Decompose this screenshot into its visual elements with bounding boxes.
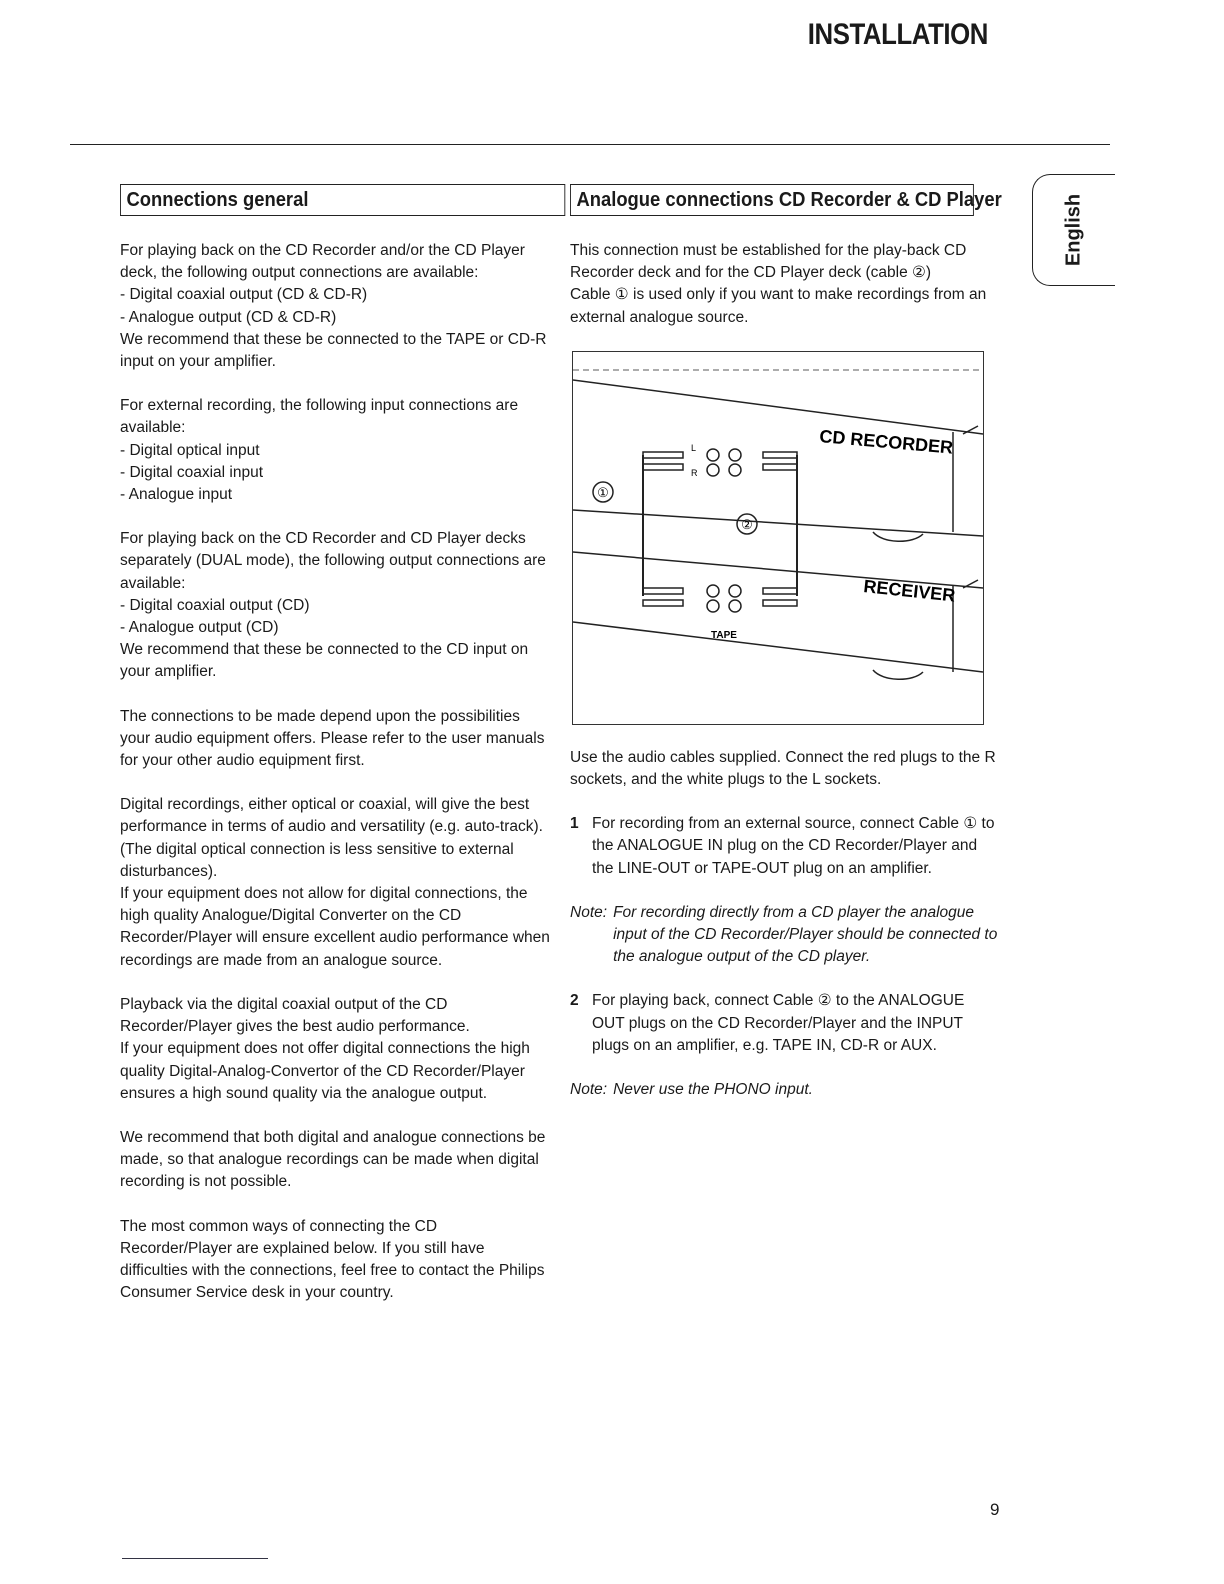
- recorder-foot: [873, 532, 923, 541]
- cable-1-plug: [643, 452, 683, 458]
- cable-2-plug: [763, 588, 797, 594]
- language-tab-label: English: [1062, 193, 1085, 267]
- note-text: For recording directly from a CD player the analogue input of the CD Recorder/Player should be connected to the analogue output of the CD player.: [613, 903, 998, 966]
- cable-2-plug: [763, 452, 797, 458]
- list-item: - Analogue output (CD & CD-R): [120, 308, 337, 326]
- instruction-steps: [570, 990, 1000, 1057]
- paragraph-text: Playback via the digital coaxial output of the CD Recorder/Player gives the best audio performance.: [120, 995, 470, 1036]
- note: [570, 902, 1000, 969]
- cable-2-plug: [763, 600, 797, 606]
- page-number: 9: [990, 1500, 1000, 1519]
- paragraph: We recommend that both digital and analogue connections be made, so that analogue recordings can be made when digital recording is not possible.: [120, 1128, 546, 1191]
- recorder-bottom-edge: [573, 510, 983, 536]
- paragraph-text: If your equipment does not allow for digital connections, the high quality Analogue/Digital Converter on the CD Recorder/Player will ensure excellent audio performance when recordings are made from an analogue source.: [120, 885, 550, 969]
- receiver-foot: [873, 670, 923, 679]
- list-item: - Digital optical input: [120, 441, 260, 459]
- paragraph: [120, 240, 550, 373]
- connections-general-heading: Connections general: [120, 184, 565, 216]
- left-column: [120, 184, 550, 1326]
- tape-label: TAPE: [711, 629, 737, 641]
- step-item: [570, 990, 1000, 1057]
- r-label: R: [691, 467, 698, 478]
- cable-2-plug: [643, 588, 683, 594]
- step-item: [570, 813, 1000, 880]
- paragraph: This connection must be established for the play-back CD Recorder deck and for the CD Player deck (cable ②): [570, 242, 967, 282]
- paragraph-text: We recommend that these be connected to the TAPE or CD-R input on your amplifier.: [120, 330, 547, 371]
- instruction-steps: [570, 813, 1000, 880]
- paragraph: Cable ① is used only if you want to make recordings from an external analogue source.: [570, 286, 987, 326]
- receiver-bottom-edge: [573, 622, 983, 672]
- cable-1-plug: [643, 464, 683, 470]
- paragraph: The most common ways of connecting the CD Recorder/Player are explained below. If you still have difficulties with the connections, feel free to contact the Philips Consumer Service desk in your country.: [120, 1217, 545, 1302]
- paragraph: [120, 994, 550, 1105]
- recorder-top-edge: [573, 380, 983, 434]
- socket-l: [729, 585, 741, 597]
- note: [570, 1079, 1000, 1101]
- cd-recorder-label: CD RECORDER: [818, 425, 954, 458]
- cable-1-number: ①: [597, 484, 609, 500]
- paragraph-text: For playing back on the CD Recorder and CD Player decks separately (DUAL mode), the following output connections are available:: [120, 530, 546, 592]
- note-text: Never use the PHONO input.: [613, 1081, 813, 1099]
- socket-r: [729, 464, 741, 476]
- socket-r: [707, 600, 719, 612]
- socket-r: [729, 600, 741, 612]
- paragraph: Use the audio cables supplied. Connect the red plugs to the R sockets, and the white plugs to the L sockets.: [570, 748, 996, 789]
- connection-diagram-svg: [573, 352, 983, 724]
- paragraph: [120, 794, 550, 972]
- cable-2-plug: [643, 600, 683, 606]
- cable-2-number: ②: [741, 516, 753, 532]
- step-number: 1: [570, 815, 579, 833]
- paragraph-text: For external recording, the following input connections are available:: [120, 397, 519, 437]
- receiver-label: RECEIVER: [862, 575, 957, 606]
- paragraph: The connections to be made depend upon the possibilities your audio equipment offers. Please refer to the user manuals for your other audio equipment first.: [120, 707, 545, 770]
- step-number: 2: [570, 992, 579, 1010]
- language-tab: [1032, 174, 1115, 286]
- list-item: - Digital coaxial output (CD & CD-R): [120, 286, 368, 304]
- step-text: For playing back, connect Cable ② to the ANALOGUE OUT plugs on the CD Recorder/Player and the INPUT plugs on an amplifier, e.g. TAPE IN, CD-R or AUX.: [592, 992, 965, 1054]
- paragraph: [120, 528, 550, 683]
- paragraph-text: If your equipment does not offer digital connections the high quality Digital-Analog-Convertor of the CD Recorder/Player ensures a high sound quality via the analogue output.: [120, 1040, 530, 1102]
- note-label: Note:: [570, 903, 608, 921]
- note-label: Note:: [570, 1081, 608, 1099]
- paragraph-text: Digital recordings, either optical or coaxial, will give the best performance in terms of audio and versatility (e.g. auto-track). (The digital optical connection is less sensitive to external disturbances).: [120, 796, 543, 880]
- connection-diagram: [572, 351, 984, 725]
- list-item: - Digital coaxial input: [120, 463, 264, 481]
- l-label: L: [691, 442, 697, 453]
- socket-l: [707, 449, 719, 461]
- socket-r: [707, 464, 719, 476]
- paragraph: [120, 395, 550, 506]
- header-divider: [70, 144, 1110, 145]
- list-item: - Analogue output (CD): [120, 619, 279, 637]
- list-item: - Analogue input: [120, 486, 233, 504]
- page-section-heading: INSTALLATION: [807, 18, 988, 51]
- right-column: [570, 184, 1000, 1123]
- footer-line: [122, 1558, 268, 1559]
- list-item: - Digital coaxial output (CD): [120, 596, 310, 614]
- analogue-connections-heading: Analogue connections CD Recorder & CD Player: [570, 184, 974, 216]
- socket-l: [729, 449, 741, 461]
- paragraph-text: We recommend that these be connected to the CD input on your amplifier.: [120, 641, 529, 681]
- paragraph-text: For playing back on the CD Recorder and/or the CD Player deck, the following output connections are available:: [120, 242, 525, 282]
- socket-l: [707, 585, 719, 597]
- cable-2-plug: [763, 464, 797, 470]
- step-text: For recording from an external source, connect Cable ① to the ANALOGUE IN plug on the CD Recorder/Player and the LINE-OUT or TAPE-OUT plug on an amplifier.: [592, 815, 995, 877]
